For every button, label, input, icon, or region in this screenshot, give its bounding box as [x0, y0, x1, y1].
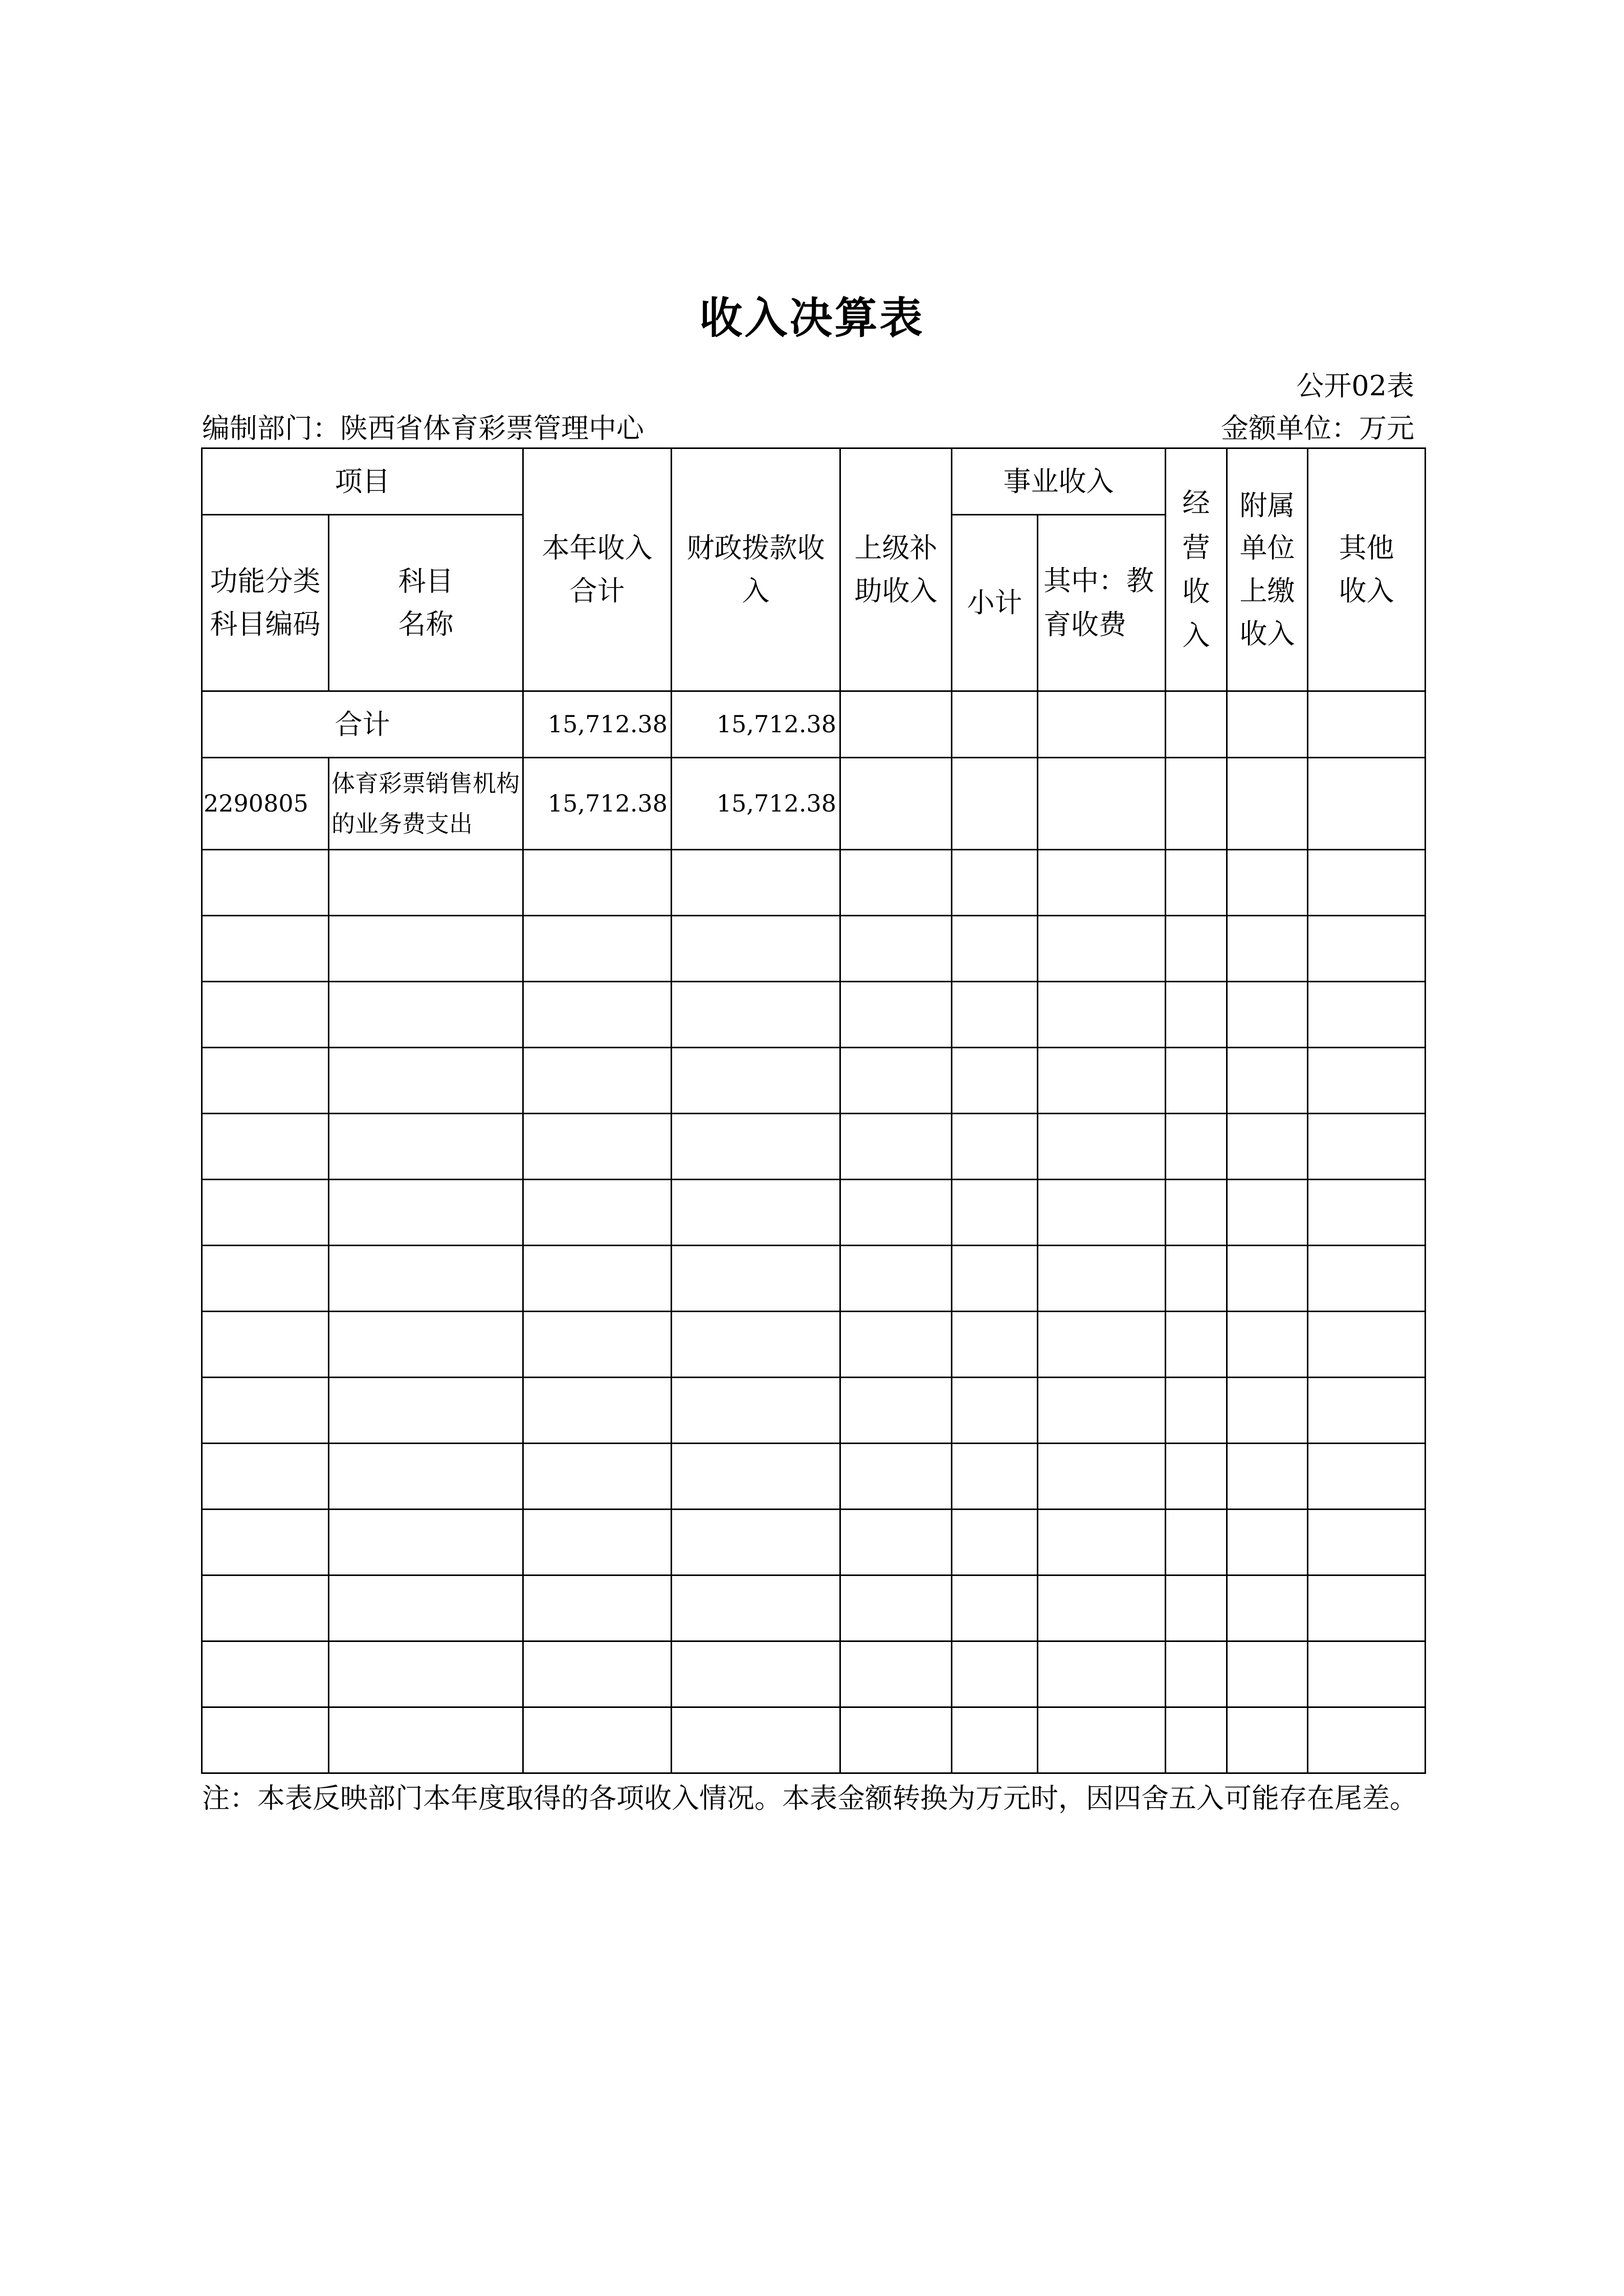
empty-cell — [1308, 1114, 1426, 1180]
empty-cell — [672, 1114, 840, 1180]
empty-cell — [1038, 1641, 1166, 1707]
empty-cell — [202, 1048, 329, 1114]
empty-cell — [1166, 1246, 1227, 1312]
empty-cell — [952, 1048, 1038, 1114]
empty-cell — [329, 1641, 523, 1707]
empty-cell — [1227, 1312, 1308, 1378]
row-fiscal: 15,712.38 — [672, 758, 840, 850]
empty-cell — [329, 1312, 523, 1378]
empty-cell — [1166, 1707, 1227, 1773]
empty-cell — [202, 1641, 329, 1707]
empty-row — [202, 1246, 1426, 1312]
empty-cell — [1166, 1378, 1227, 1444]
empty-row — [202, 1641, 1426, 1707]
empty-cell — [329, 916, 523, 982]
empty-cell — [952, 850, 1038, 916]
empty-cell — [840, 1641, 952, 1707]
empty-cell — [952, 1246, 1038, 1312]
empty-cell — [1038, 1246, 1166, 1312]
empty-rows — [202, 850, 1426, 1773]
empty-cell — [1227, 1510, 1308, 1575]
empty-cell — [840, 916, 952, 982]
empty-cell — [840, 1114, 952, 1180]
empty-cell — [1227, 1048, 1308, 1114]
empty-cell — [1308, 1510, 1426, 1575]
empty-cell — [1227, 1444, 1308, 1510]
header-item: 项目 — [202, 448, 523, 515]
empty-cell — [1166, 691, 1227, 758]
header-total-income: 本年收入合计 — [523, 448, 672, 691]
empty-cell — [1166, 1180, 1227, 1246]
empty-cell — [672, 1312, 840, 1378]
empty-cell — [202, 916, 329, 982]
empty-cell — [523, 1444, 672, 1510]
header-superior: 上级补助收入 — [840, 448, 952, 691]
empty-cell — [840, 1312, 952, 1378]
empty-row — [202, 982, 1426, 1048]
empty-cell — [202, 1114, 329, 1180]
empty-row — [202, 1444, 1426, 1510]
empty-cell — [1166, 850, 1227, 916]
empty-cell — [329, 1114, 523, 1180]
empty-cell — [672, 1246, 840, 1312]
empty-cell — [329, 1048, 523, 1114]
empty-cell — [672, 1180, 840, 1246]
empty-cell — [1227, 758, 1308, 850]
header-func-code: 功能分类科目编码 — [202, 515, 329, 691]
empty-cell — [1166, 1444, 1227, 1510]
empty-cell — [952, 1378, 1038, 1444]
empty-cell — [1227, 1378, 1308, 1444]
empty-cell — [1227, 1114, 1308, 1180]
empty-cell — [1227, 850, 1308, 916]
empty-cell — [202, 1378, 329, 1444]
empty-cell — [202, 1575, 329, 1641]
empty-cell — [672, 1575, 840, 1641]
table-row — [202, 758, 1426, 850]
empty-row — [202, 1048, 1426, 1114]
empty-cell — [1308, 1378, 1426, 1444]
empty-cell — [523, 916, 672, 982]
empty-row — [202, 1114, 1426, 1180]
empty-cell — [1166, 1510, 1227, 1575]
row-code: 2290805 — [202, 758, 329, 850]
total-income-value: 15,712.38 — [523, 691, 672, 758]
total-label: 合计 — [202, 691, 523, 758]
empty-cell — [523, 1048, 672, 1114]
empty-cell — [840, 850, 952, 916]
empty-cell — [202, 850, 329, 916]
empty-cell — [1308, 1048, 1426, 1114]
empty-cell — [523, 1641, 672, 1707]
empty-cell — [329, 1246, 523, 1312]
empty-cell — [1038, 1048, 1166, 1114]
empty-cell — [840, 1575, 952, 1641]
empty-row — [202, 1707, 1426, 1773]
empty-cell — [1166, 916, 1227, 982]
empty-cell — [1227, 1575, 1308, 1641]
empty-cell — [202, 1707, 329, 1773]
empty-cell — [523, 982, 672, 1048]
empty-cell — [523, 1180, 672, 1246]
empty-cell — [952, 1114, 1038, 1180]
empty-cell — [1227, 1707, 1308, 1773]
empty-row — [202, 916, 1426, 982]
empty-cell — [952, 691, 1038, 758]
empty-cell — [523, 1575, 672, 1641]
header-row-1 — [202, 448, 1426, 515]
empty-cell — [1166, 1312, 1227, 1378]
empty-cell — [329, 1180, 523, 1246]
empty-cell — [1038, 758, 1166, 850]
empty-cell — [1038, 1378, 1166, 1444]
form-number: 公开02表 — [1296, 370, 1414, 402]
empty-cell — [952, 1510, 1038, 1575]
empty-row — [202, 1510, 1426, 1575]
empty-cell — [672, 1707, 840, 1773]
empty-cell — [329, 1707, 523, 1773]
empty-cell — [202, 1312, 329, 1378]
table-note: 注：本表反映部门本年度取得的各项收入情况。本表金额转换为万元时，因四舍五入可能存在尾差。 — [202, 1782, 1417, 1814]
empty-cell — [1038, 1444, 1166, 1510]
empty-cell — [523, 1246, 672, 1312]
total-row — [202, 691, 1426, 758]
empty-cell — [523, 1378, 672, 1444]
empty-cell — [1308, 1707, 1426, 1773]
empty-cell — [1308, 758, 1426, 850]
empty-cell — [329, 850, 523, 916]
empty-cell — [329, 1575, 523, 1641]
row-name: 体育彩票销售机构的业务费支出 — [329, 758, 523, 850]
header-subject-name: 科目名称 — [329, 515, 523, 691]
department-label: 编制部门：陕西省体育彩票管理中心 — [202, 412, 644, 444]
income-table — [201, 447, 1426, 1774]
empty-cell — [840, 1180, 952, 1246]
empty-cell — [952, 1444, 1038, 1510]
empty-cell — [840, 1707, 952, 1773]
empty-cell — [1227, 1246, 1308, 1312]
empty-cell — [952, 1707, 1038, 1773]
empty-cell — [952, 1575, 1038, 1641]
empty-cell — [202, 1180, 329, 1246]
empty-cell — [1227, 1641, 1308, 1707]
empty-cell — [672, 916, 840, 982]
empty-cell — [329, 982, 523, 1048]
empty-cell — [1038, 916, 1166, 982]
empty-cell — [672, 1444, 840, 1510]
empty-cell — [1166, 982, 1227, 1048]
empty-cell — [1038, 1180, 1166, 1246]
empty-cell — [1308, 691, 1426, 758]
empty-cell — [1038, 1312, 1166, 1378]
empty-row — [202, 1312, 1426, 1378]
empty-cell — [329, 1444, 523, 1510]
empty-cell — [1038, 691, 1166, 758]
empty-cell — [202, 1444, 329, 1510]
header-business: 事业收入 — [952, 448, 1166, 515]
empty-cell — [1038, 1575, 1166, 1641]
row-total-income: 15,712.38 — [523, 758, 672, 850]
empty-cell — [329, 1510, 523, 1575]
empty-cell — [1166, 1114, 1227, 1180]
empty-cell — [840, 1444, 952, 1510]
empty-cell — [840, 1048, 952, 1114]
empty-cell — [1038, 850, 1166, 916]
empty-cell — [952, 1312, 1038, 1378]
empty-cell — [672, 1048, 840, 1114]
empty-cell — [840, 691, 952, 758]
empty-cell — [952, 982, 1038, 1048]
header-other: 其他收入 — [1308, 448, 1426, 691]
empty-cell — [672, 1378, 840, 1444]
empty-cell — [523, 1312, 672, 1378]
empty-cell — [523, 1707, 672, 1773]
empty-cell — [840, 1510, 952, 1575]
empty-cell — [1308, 1641, 1426, 1707]
empty-cell — [1308, 850, 1426, 916]
empty-row — [202, 1575, 1426, 1641]
total-fiscal-value: 15,712.38 — [672, 691, 840, 758]
empty-cell — [523, 1510, 672, 1575]
empty-cell — [1166, 1048, 1227, 1114]
empty-cell — [672, 850, 840, 916]
empty-cell — [672, 982, 840, 1048]
empty-cell — [672, 1510, 840, 1575]
empty-cell — [1227, 691, 1308, 758]
empty-cell — [1166, 1575, 1227, 1641]
empty-cell — [1038, 982, 1166, 1048]
header-fiscal: 财政拨款收入 — [672, 448, 840, 691]
header-affiliated: 附属单位上缴收入 — [1227, 448, 1308, 691]
empty-cell — [1038, 1114, 1166, 1180]
empty-cell — [1308, 1180, 1426, 1246]
empty-cell — [840, 982, 952, 1048]
empty-cell — [952, 1180, 1038, 1246]
empty-cell — [202, 982, 329, 1048]
empty-cell — [1227, 916, 1308, 982]
empty-cell — [202, 1246, 329, 1312]
header-subtotal: 小计 — [952, 515, 1038, 691]
empty-cell — [840, 758, 952, 850]
empty-cell — [329, 1378, 523, 1444]
unit-label: 金额单位：万元 — [1221, 412, 1414, 444]
empty-cell — [1308, 1312, 1426, 1378]
page-title: 收入决算表 — [699, 292, 925, 343]
empty-cell — [1227, 982, 1308, 1048]
empty-cell — [840, 1246, 952, 1312]
empty-row — [202, 850, 1426, 916]
empty-cell — [1308, 916, 1426, 982]
empty-cell — [952, 1641, 1038, 1707]
empty-cell — [1308, 982, 1426, 1048]
empty-cell — [1038, 1707, 1166, 1773]
empty-cell — [523, 850, 672, 916]
empty-cell — [1308, 1246, 1426, 1312]
empty-cell — [840, 1378, 952, 1444]
empty-row — [202, 1378, 1426, 1444]
empty-cell — [952, 758, 1038, 850]
empty-cell — [672, 1641, 840, 1707]
empty-cell — [1166, 1641, 1227, 1707]
header-operating: 经营收入 — [1166, 448, 1227, 691]
header-edu-fee: 其中：教育收费 — [1038, 515, 1166, 691]
empty-cell — [1308, 1444, 1426, 1510]
empty-cell — [1308, 1575, 1426, 1641]
empty-cell — [952, 916, 1038, 982]
empty-cell — [523, 1114, 672, 1180]
empty-cell — [1038, 1510, 1166, 1575]
empty-cell — [1227, 1180, 1308, 1246]
empty-row — [202, 1180, 1426, 1246]
empty-cell — [1166, 758, 1227, 850]
empty-cell — [202, 1510, 329, 1575]
